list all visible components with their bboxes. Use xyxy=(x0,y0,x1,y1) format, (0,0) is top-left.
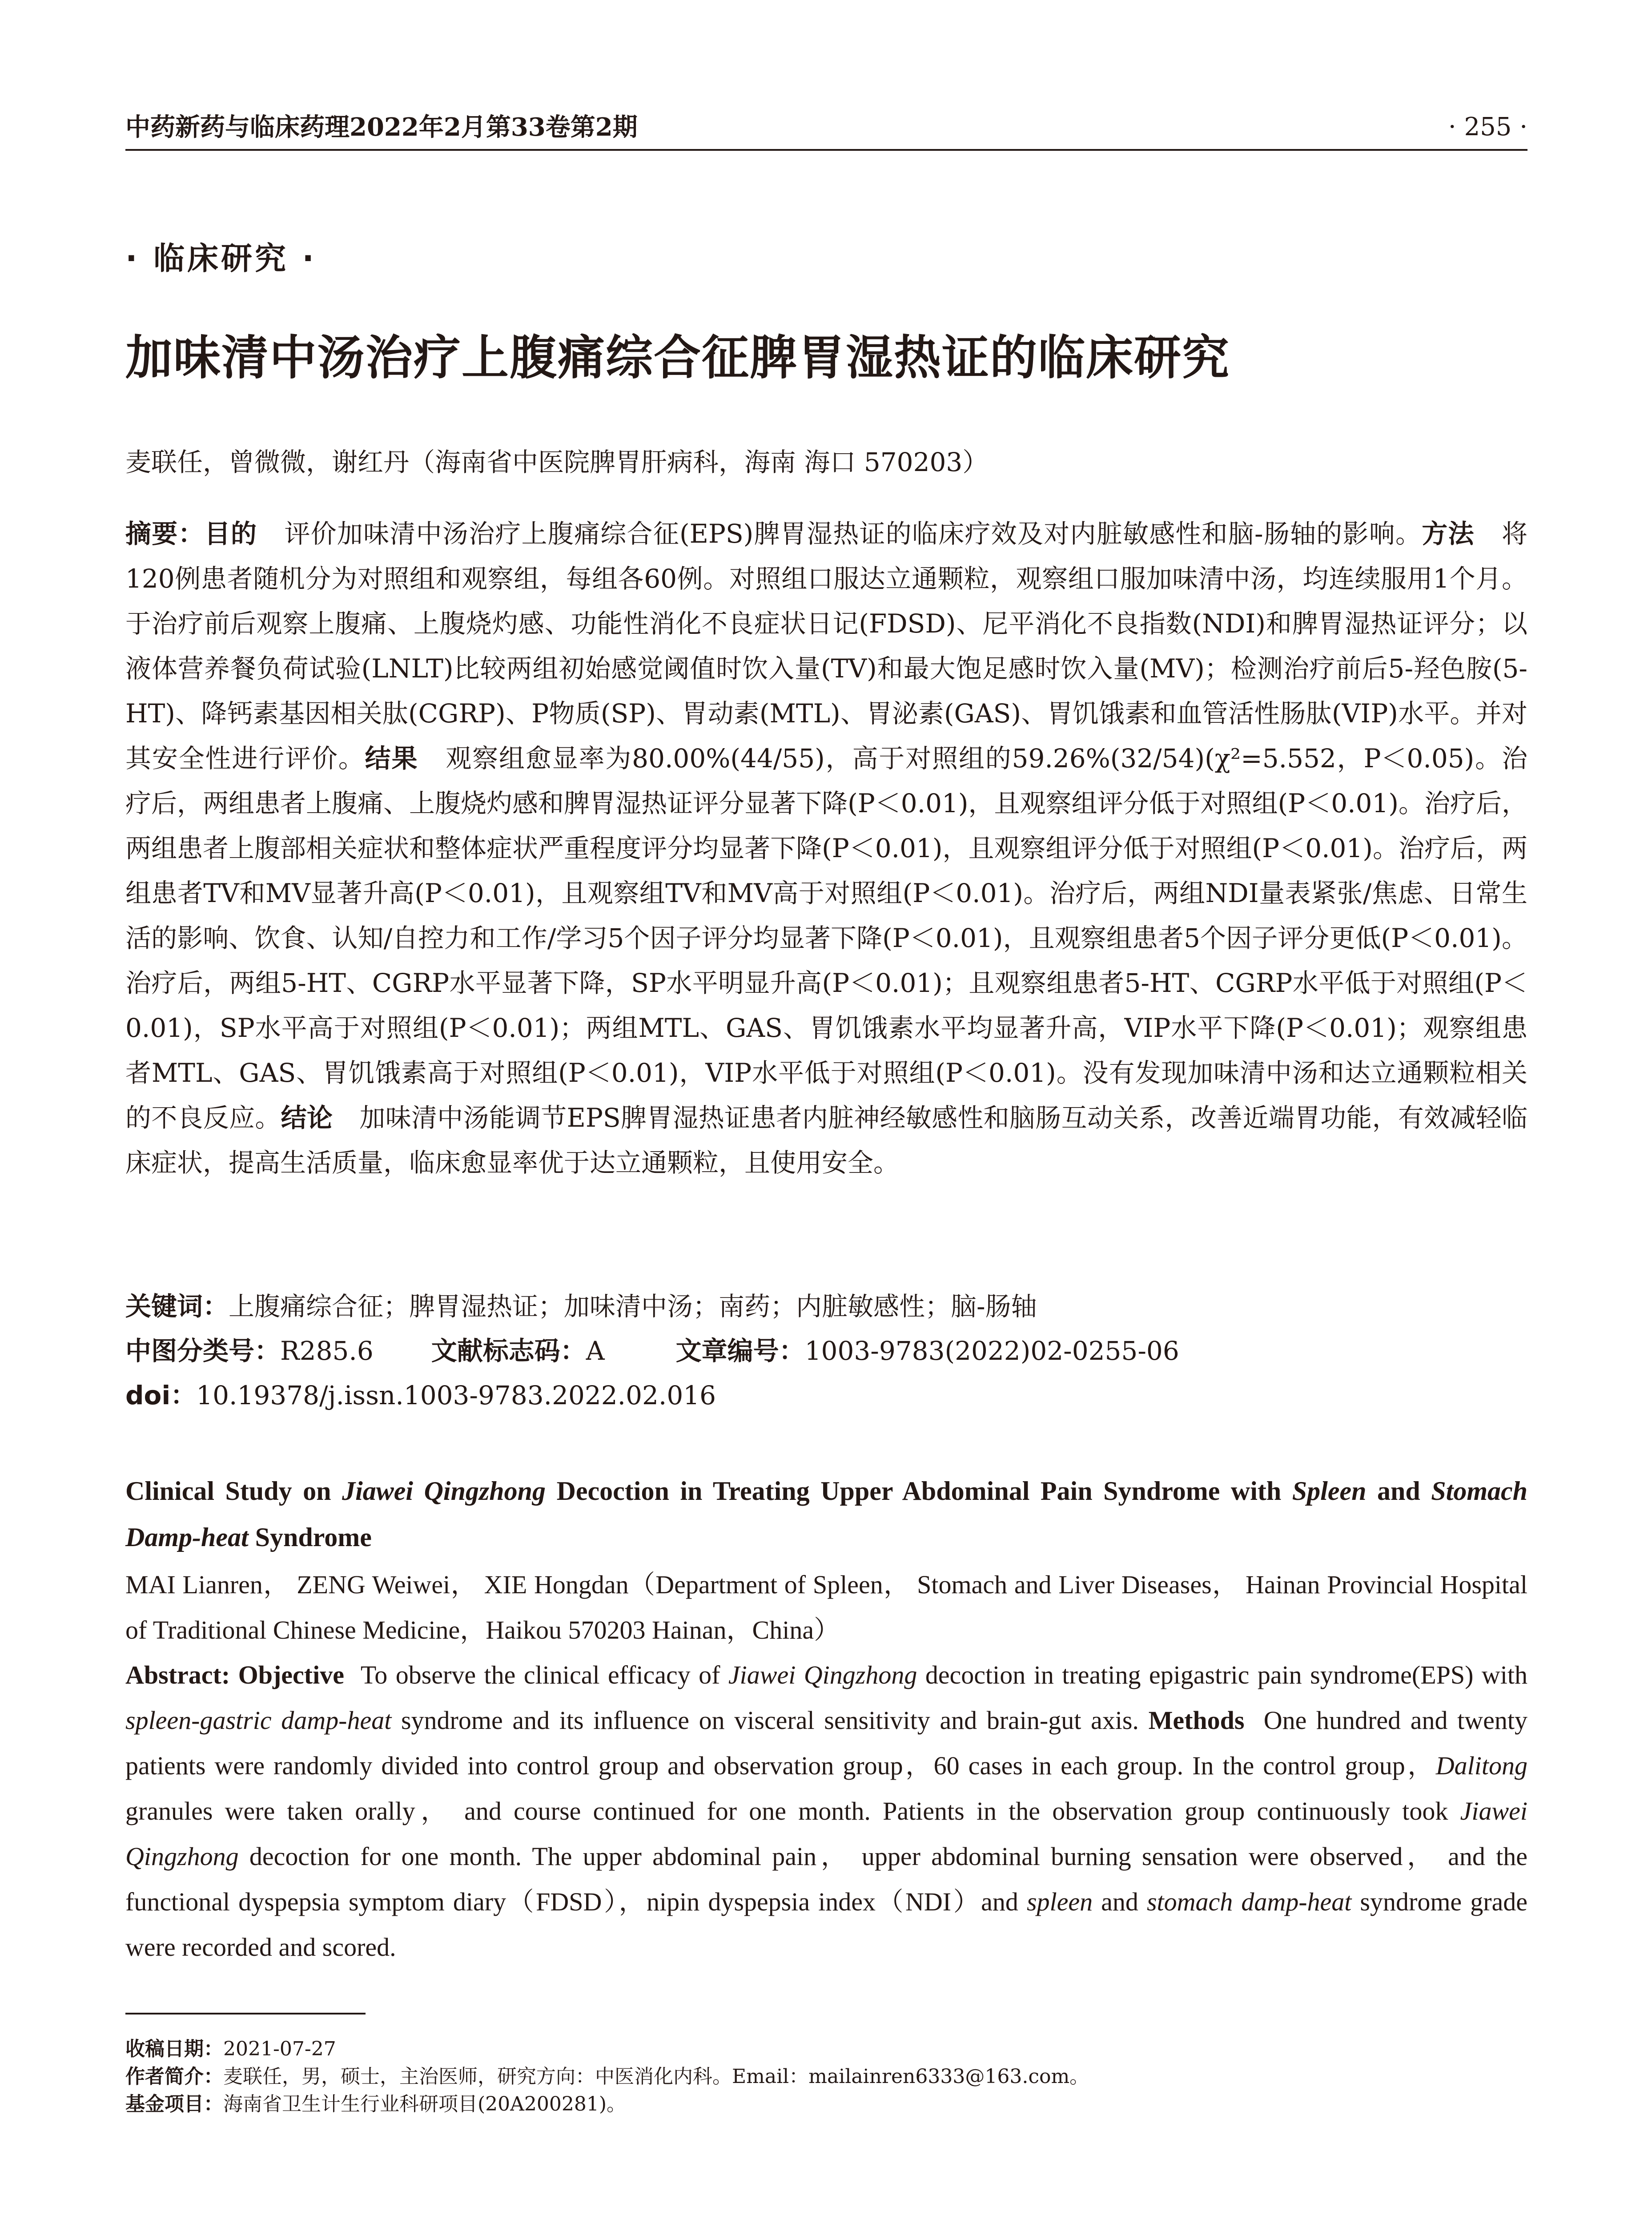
fund-text: 海南省卫生计生行业科研项目(20A200281)。 xyxy=(223,2093,627,2115)
fund-label: 基金项目： xyxy=(125,2093,223,2115)
en-methods-label: Methods xyxy=(1148,1706,1245,1735)
author-line: 麦联任，曾微微，谢红丹（海南省中医院脾胃肝病科，海南 海口 570203） xyxy=(125,447,989,477)
en-italic: stomach damp-heat xyxy=(1146,1887,1352,1916)
author-bio: 麦联任，男，硕士，主治医师，研究方向：中医消化内科。Email：mailainren6333@163.com。 xyxy=(223,2065,1089,2088)
en-text: granules were taken orally， and course continued for one month. Patients in the observation group continuously took xyxy=(125,1797,1460,1825)
en-italic: Dalitong xyxy=(1435,1751,1527,1780)
conclusion-text: 加味清中汤能调节EPS脾胃湿热证患者内脏神经敏感性和脑肠互动关系，改善近端胃功能，有效减轻临床症状，提高生活质量，临床愈显率优于达立通颗粒，且使用安全。 xyxy=(125,1103,1527,1178)
journal-name: 中药新药与临床药理2022年2月第33卷第2期 xyxy=(125,113,638,142)
en-text: and xyxy=(1093,1887,1147,1916)
received-label: 收稿日期： xyxy=(125,2038,223,2060)
footnote-received xyxy=(125,2033,336,2061)
en-text: syndrome grade were recorded and scored. xyxy=(125,1887,1528,1962)
author-bio-label: 作者简介： xyxy=(125,2065,223,2088)
english-title xyxy=(125,1468,1527,1560)
en-title-part: Clinical Study on xyxy=(125,1476,342,1506)
doc-code-value: A xyxy=(586,1336,605,1366)
en-text: decoction in treating epigastric pain syndrome(EPS) with xyxy=(917,1660,1528,1689)
results-label: 结果 xyxy=(365,743,418,774)
footnote-author xyxy=(125,2060,1089,2089)
english-authors: MAI Lianren， ZENG Weiwei， XIE Hongdan（Department of Spleen， Stomach and Liver Diseases， Hainan Provincial Hospital of Traditional Chinese Medicine，Haikou 570203 Hainan，China） xyxy=(125,1570,1527,1644)
running-header xyxy=(125,109,1527,145)
section-label: · 临床研究 · xyxy=(125,240,317,277)
clc-value: R285.6 xyxy=(280,1336,374,1366)
conclusion-label: 结论 xyxy=(281,1103,333,1133)
abstract-cn xyxy=(125,512,1527,1185)
clc-label: 中图分类号： xyxy=(125,1336,281,1366)
classification-line xyxy=(125,1330,1179,1367)
en-italic: spleen-gastric damp-heat xyxy=(125,1706,392,1735)
article-number-value: 1003-9783(2022)02-0255-06 xyxy=(804,1336,1179,1366)
doi-value: 10.19378/j.issn.1003-9783.2022.02.016 xyxy=(196,1380,716,1410)
doc-code-label: 文献标志码： xyxy=(431,1336,586,1366)
footnote-fund xyxy=(125,2088,626,2116)
en-title-part: and xyxy=(1366,1476,1431,1506)
en-title-italic: Jiawei Qingzhong xyxy=(342,1476,546,1506)
en-title-italic: Stomach Damp-heat xyxy=(125,1476,1527,1552)
en-italic: spleen xyxy=(1026,1887,1093,1916)
abstract-label: 摘要： xyxy=(125,519,205,549)
en-title-part: Syndrome xyxy=(248,1523,372,1552)
methods-text: 将120例患者随机分为对照组和观察组，每组各60例。对照组口服达立通颗粒，观察组口服加味清中汤，均连续服用1个月。于治疗前后观察上腹痛、上腹烧灼感、功能性消化不良症状日记(FDSD)、尼平消化不良指数(NDI)和脾胃湿热证评分；以液体营养餐负荷试验(LNLT)比较两组初始感觉阈值时饮入量(TV)和最大饱足感时饮入量(MV)；检测治疗前后5-羟色胺(5-HT)、降钙素基因相关肽(CGRP)、P物质(SP)、胃动素(MTL)、胃泌素(GAS)、胃饥饿素和血管活性肠肽(VIP)水平。并对其安全性进行评价。 xyxy=(125,519,1527,774)
doi-label: doi： xyxy=(125,1380,197,1410)
header-divider xyxy=(125,149,1527,151)
en-text: To observe the clinical efficacy of xyxy=(360,1660,728,1689)
en-text: syndrome and its influence on visceral sensitivity and brain-gut axis. xyxy=(391,1706,1139,1735)
keywords-label: 关键词： xyxy=(125,1291,229,1322)
keywords-text: 上腹痛综合征；脾胃湿热证；加味清中汤；南药；内脏敏感性；脑-肠轴 xyxy=(229,1291,1037,1322)
english-abstract xyxy=(125,1652,1527,1970)
doi-line xyxy=(125,1374,716,1412)
en-italic: Jiawei Qingzhong xyxy=(728,1660,917,1689)
keywords-line xyxy=(125,1285,1037,1323)
received-date: 2021-07-27 xyxy=(223,2038,336,2060)
en-title-italic: Spleen xyxy=(1292,1476,1367,1506)
footnote-divider xyxy=(125,2013,366,2014)
en-objective-label: Objective xyxy=(238,1660,344,1689)
objective-text: 评价加味清中汤治疗上腹痛综合征(EPS)脾胃湿热证的临床疗效及对内脏敏感性和脑-肠轴的影响。 xyxy=(284,519,1422,549)
objective-label: 目的 xyxy=(204,519,257,549)
en-italic: Jiawei Qingzhong xyxy=(125,1797,1527,1871)
methods-label: 方法 xyxy=(1422,519,1475,549)
en-text: decoction for one month. The upper abdominal pain， upper abdominal burning sensation were observed， and the functional dyspepsia symptom diary（FDSD），nipin dyspepsia index（NDI）and xyxy=(125,1842,1527,1916)
article-title: 加味清中汤治疗上腹痛综合征脾胃湿热证的临床研究 xyxy=(125,330,1230,385)
en-title-part: Decoction in Treating Upper Abdominal Pain Syndrome with xyxy=(546,1476,1292,1506)
en-abstract-label: Abstract: xyxy=(125,1660,230,1689)
page-number: · 255 · xyxy=(1448,113,1527,141)
results-text: 观察组愈显率为80.00%(44/55)，高于对照组的59.26%(32/54)(χ²=5.552，P＜0.05)。治疗后，两组患者上腹痛、上腹烧灼感和脾胃湿热证评分显著下降(P＜0.01)，且观察组评分低于对照组(P＜0.01)。治疗后，两组患者上腹部相关症状和整体症状严重程度评分均显著下降(P＜0.01)，且观察组评分低于对照组(P＜0.01)。治疗后，两组患者TV和MV显著升高(P＜0.01)，且观察组TV和MV高于对照组(P＜0.01)。治疗后，两组NDI量表紧张/焦虑、日常生活的影响、饮食、认知/自控力和工作/学习5个因子评分均显著下降(P＜0.01)，且观察组患者5个因子评分更低(P＜0.01)。治疗后，两组5-HT、CGRP水平显著下降，SP水平明显升高(P＜0.01)；且观察组患者5-HT、CGRP水平低于对照组(P＜0.01)，SP水平高于对照组(P＜0.01)；两组MTL、GAS、胃饥饿素水平均显著升高，VIP水平下降(P＜0.01)；观察组患者MTL、GAS、胃饥饿素高于对照组(P＜0.01)，VIP水平低于对照组(P＜0.01)。没有发现加味清中汤和达立通颗粒相关的不良反应。 xyxy=(125,743,1527,1133)
article-number-label: 文章编号： xyxy=(675,1336,805,1366)
en-text: One hundred and twenty patients were randomly divided into control group and observation group，60 cases in each group. In the control group， xyxy=(125,1706,1527,1780)
